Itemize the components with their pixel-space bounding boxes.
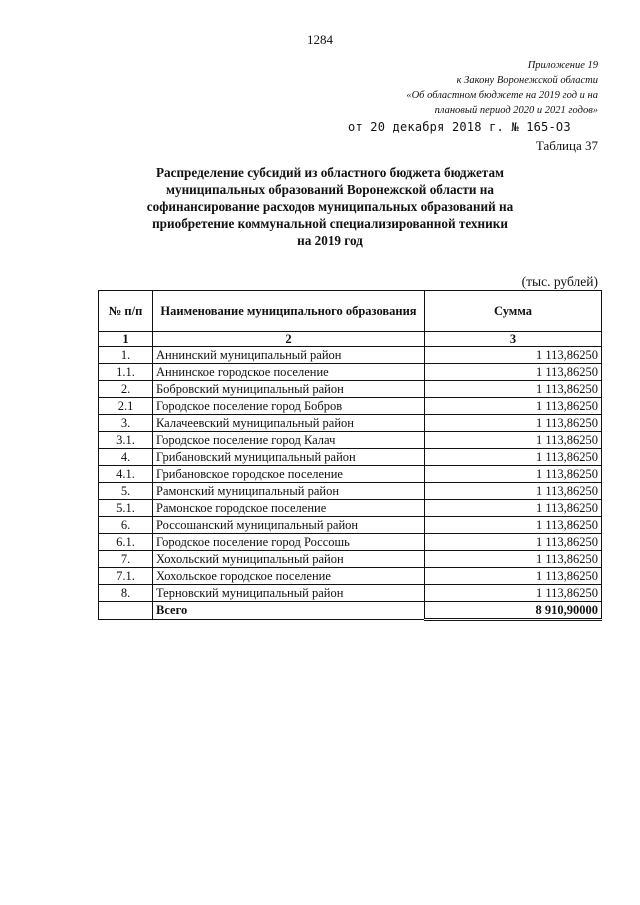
municipality-name: Городское поселение город Россошь	[153, 534, 425, 551]
subsidy-amount: 1 113,86250	[425, 551, 602, 568]
table-row	[99, 483, 602, 500]
title-line: на 2019 год	[297, 233, 363, 248]
table-row	[99, 415, 602, 432]
municipality-name: Калачеевский муниципальный район	[153, 415, 425, 432]
title-line: муниципальных образований Воронежской области на	[166, 182, 494, 197]
municipality-name: Хохольский муниципальный район	[153, 551, 425, 568]
row-number: 3.	[99, 415, 153, 432]
subsidy-amount: 1 113,86250	[425, 585, 602, 602]
row-number: 3.1.	[99, 432, 153, 449]
total-row	[99, 602, 602, 620]
subsidy-amount: 1 113,86250	[425, 449, 602, 466]
municipality-name: Рамонский муниципальный район	[153, 483, 425, 500]
title-line: софинансирование расходов муниципальных образований на	[146, 199, 514, 214]
table-row	[99, 466, 602, 483]
table-number: Таблица 37	[535, 138, 598, 153]
row-number: 4.	[99, 449, 153, 466]
subsidy-amount: 1 113,86250	[425, 568, 602, 585]
subsidy-amount: 1 113,86250	[425, 517, 602, 534]
municipality-name: Городское поселение город Бобров	[153, 398, 425, 415]
table-row	[99, 398, 602, 415]
appendix-line: к Закону Воронежской области	[456, 75, 598, 86]
document-title	[120, 164, 540, 249]
appendix-line: плановый период 2020 и 2021 годов»	[434, 105, 598, 116]
row-number: 4.1.	[99, 466, 153, 483]
table-header-row	[99, 291, 602, 332]
row-number: 2.1	[99, 398, 153, 415]
municipality-name: Рамонское городское поселение	[153, 500, 425, 517]
table-row	[99, 347, 602, 364]
row-number: 2.	[99, 381, 153, 398]
index-cell: 2	[153, 332, 425, 347]
index-cell: 1	[99, 332, 153, 347]
page-number: 1284	[307, 32, 333, 47]
subsidy-table	[98, 290, 602, 621]
units-label: (тыс. рублей)	[521, 274, 598, 289]
row-number: 1.	[99, 347, 153, 364]
total-empty-cell	[99, 602, 153, 620]
subsidy-amount: 1 113,86250	[425, 364, 602, 381]
total-sum: 8 910,90000	[425, 602, 602, 620]
table-row	[99, 381, 602, 398]
subsidy-amount: 1 113,86250	[425, 500, 602, 517]
column-index-row	[99, 332, 602, 347]
header-number: № п/п	[99, 291, 153, 332]
table-row	[99, 364, 602, 381]
table-row	[99, 449, 602, 466]
appendix-line: «Об областном бюджете на 2019 год и на	[406, 90, 598, 101]
row-number: 6.1.	[99, 534, 153, 551]
table-row	[99, 432, 602, 449]
table-row	[99, 568, 602, 585]
subsidy-amount: 1 113,86250	[425, 381, 602, 398]
municipality-name: Аннинский муниципальный район	[153, 347, 425, 364]
subsidy-amount: 1 113,86250	[425, 398, 602, 415]
subsidy-amount: 1 113,86250	[425, 415, 602, 432]
title-line: Распределение субсидий из областного бюджета бюджетам	[155, 165, 505, 180]
table-row	[99, 534, 602, 551]
index-cell: 3	[425, 332, 602, 347]
municipality-name: Хохольское городское поселение	[153, 568, 425, 585]
subsidy-amount: 1 113,86250	[425, 534, 602, 551]
municipality-name: Грибановский муниципальный район	[153, 449, 425, 466]
municipality-name: Грибановское городское поселение	[153, 466, 425, 483]
subsidy-amount: 1 113,86250	[425, 483, 602, 500]
row-number: 7.	[99, 551, 153, 568]
total-label: Всего	[153, 602, 425, 620]
municipality-name: Терновский муниципальный район	[153, 585, 425, 602]
row-number: 8.	[99, 585, 153, 602]
header-sum: Сумма	[425, 291, 602, 332]
subsidy-amount: 1 113,86250	[425, 466, 602, 483]
appendix-note	[298, 58, 598, 118]
subsidy-amount: 1 113,86250	[425, 432, 602, 449]
law-date-stamp: от 20 декабря 2018 г. № 165-ОЗ	[348, 120, 571, 134]
row-number: 5.	[99, 483, 153, 500]
row-number: 1.1.	[99, 364, 153, 381]
table-row	[99, 500, 602, 517]
table-row	[99, 517, 602, 534]
municipality-name: Бобровский муниципальный район	[153, 381, 425, 398]
table-row	[99, 551, 602, 568]
header-name: Наименование муниципального образования	[153, 291, 425, 332]
municipality-name: Аннинское городское поселение	[153, 364, 425, 381]
row-number: 7.1.	[99, 568, 153, 585]
row-number: 5.1.	[99, 500, 153, 517]
title-line: приобретение коммунальной специализированной техники	[152, 216, 508, 231]
appendix-line: Приложение 19	[527, 60, 598, 71]
table-row	[99, 585, 602, 602]
municipality-name: Городское поселение город Калач	[153, 432, 425, 449]
subsidy-amount: 1 113,86250	[425, 347, 602, 364]
municipality-name: Россошанский муниципальный район	[153, 517, 425, 534]
row-number: 6.	[99, 517, 153, 534]
